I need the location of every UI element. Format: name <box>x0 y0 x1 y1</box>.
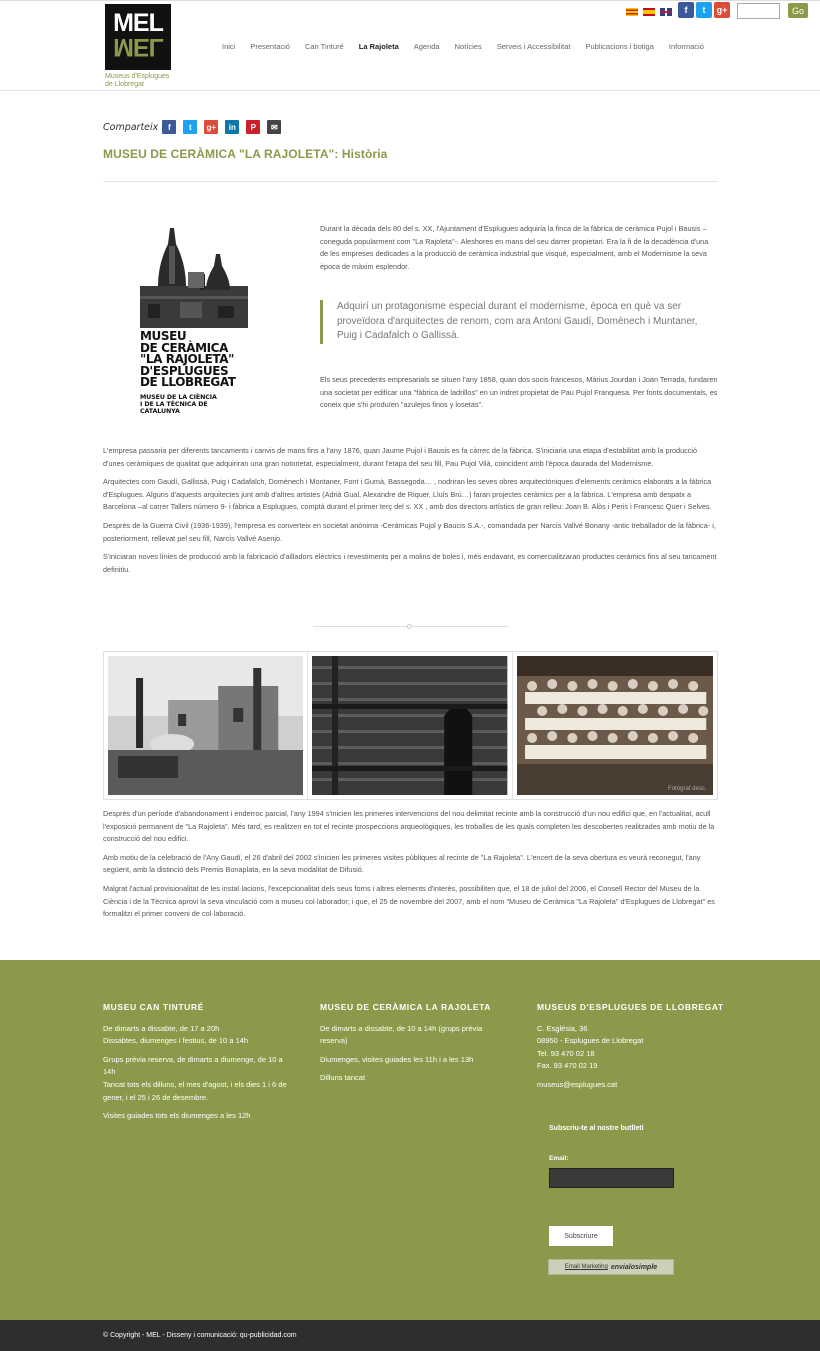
kiln-door-photo[interactable] <box>312 656 507 795</box>
footer-hours: De dimarts a dissabte, de 17 a 20h <box>103 1023 220 1033</box>
nav-item-informacio[interactable]: Informació <box>668 42 704 51</box>
body2-paragraph: Malgrat l'actual provisionalitat de les instal·lacions, l'excepcionalitat dels seus forns i altres elements d'interès, possibiliten que, el 18 de juliol del 2006, el Consell Rector del Museu de la Ciència i de la Tècnica aprovi la seva vinculació com a museu col·laborador; i que, el 25 de novembre del 2007, amb el nom "Museu de Ceràmica "La Rajoleta" d'Esplugues de Llobregat" es formalitzi el primer conveni de col·laboració. <box>103 883 715 919</box>
footer-phone: Tel. 93 470 02 18 <box>537 1048 595 1058</box>
google-plus-icon[interactable]: g+ <box>714 2 730 18</box>
page-title: MUSEU DE CERÀMICA "LA RAJOLETA": Història <box>103 147 388 161</box>
footer-hours: Grups prèvia reserva, de dimarts a diumenge, de 10 a 14h <box>103 1054 283 1077</box>
share-bar <box>103 120 288 134</box>
footer-address: C. Església, 36 <box>537 1023 588 1033</box>
nav-item-noticies[interactable]: Notícies <box>454 42 482 51</box>
body1-paragraph: Arquitectes com Gaudí, Gallissà, Puig i Cadafalch, Domènech i Montaner, Font i Gumà, Bassegoda… , nodriran les seves obres arquitectòniques d'elements ceràmics elaborats a la fàbrica d'Esplugues. Alguns d'aquests arquitectes junt amb d'altres artistes (Adrià Gual, Alexandre de Riquer, Lluís Brú…) faran projectes ceràmics per a la fàbrica. L'empresa amb despatx a Barcelona –al carrer Tallers número 9- i fàbrica a Esplugues, comptà durant el primer terç del s. XX , amb dos directors artístics de gran relleu: Joan B. Alòs i Peris i Francesc Quer i Selves. <box>103 477 712 512</box>
facebook-icon[interactable]: f <box>678 2 694 18</box>
nav-item-can-tinture[interactable]: Can Tinturé <box>304 42 344 51</box>
nav-item-serveis[interactable]: Serveis i Accessibilitat <box>496 42 571 51</box>
language-switcher <box>626 8 672 16</box>
nav-item-agenda[interactable]: Agenda <box>413 42 440 51</box>
logo-text-top: MEL <box>113 9 163 37</box>
body1-paragraph: S'iniciaran noves línies de producció amb la fabricació d'ailladors elèctrics i revestiments per a molins de boles i, més endavant, es comercialitzaran productes ceràmics fins al seu tancament definitiu. <box>103 552 717 574</box>
logo-text-bottom: MEL <box>113 33 163 61</box>
divider-dot-icon <box>407 624 412 629</box>
header-social-links <box>678 2 730 18</box>
body1-paragraph: Després de la Guerra Civil (1936-1939), l'empresa es converteix en societat anònima -Cerámicas Pujol y Baucis S.A.-, comandada per Narcís Vallvé Bonany -antic treballador de la fàbrica- i, posteriorment, rellevat pel seu fill, Narcís Vallvé Asenjo. <box>103 520 716 543</box>
history-body-2 <box>103 808 718 927</box>
gallery-item[interactable] <box>513 652 717 799</box>
nav-item-presentacio[interactable]: Presentació <box>250 42 290 51</box>
footer-email-link[interactable]: museus@esplugues.cat <box>537 1079 618 1089</box>
gallery-item[interactable] <box>308 652 512 799</box>
footer-col-can-tinture <box>103 1001 288 1129</box>
site-logo[interactable] <box>105 4 171 88</box>
copyright-bar: © Copyright - MEL - Disseny i comunicació: qu-publicidad.com <box>0 1320 820 1351</box>
title-divider <box>103 181 718 182</box>
email-marketing-badge[interactable] <box>548 1259 674 1275</box>
main-nav <box>222 42 719 51</box>
photo-credit: Fotògraf desc. <box>667 786 707 792</box>
share-pinterest-icon[interactable]: P <box>246 120 260 134</box>
museum-logo <box>140 224 248 429</box>
photo-gallery <box>103 651 718 800</box>
site-header <box>0 0 820 91</box>
share-email-icon[interactable]: ✉ <box>267 120 281 134</box>
pull-quote: Adquirí un protagonisme especial durant el modernisme, època en què va ser proveïdora d'arquitectes de renom, com ara Antoni Gaudí, Domènech i Muntaner, Puig i Cadafalch o Gallissà. <box>320 300 718 344</box>
flag-spanish-icon[interactable] <box>643 8 655 16</box>
flag-english-icon[interactable] <box>660 8 672 16</box>
footer-hours: Dilluns tancat <box>320 1073 366 1083</box>
museum-logo-name: MUSEU DE CERÀMICA "LA RAJOLETA" D'ESPLUGUES DE LLOBREGAT <box>140 329 236 389</box>
footer-col-title: MUSEUS D'ESPLUGUES DE LLOBREGAT <box>537 1002 724 1012</box>
badge-brand-text: envialosimple <box>610 1263 658 1271</box>
footer-col-contact <box>537 1001 727 1098</box>
body2-paragraph: Amb motiu de la celebració de l'Any Gaudí, el 26 d'abril del 2002 s'inicien les primeres visites públiques al recinte de "La Rajoleta". L'encert de la seva obertura es veurà reconegut, l'any següent, amb la distinció dels Premis Bonaplata, en la seva modalitat de Difusió. <box>103 852 701 875</box>
subscribe-button[interactable]: Subscriure <box>549 1226 613 1246</box>
logo-caption-line2: de Llobregat <box>105 81 144 88</box>
newsletter-email-input[interactable] <box>549 1168 674 1188</box>
body2-paragraph: Després d'un període d'abandonament i enderroc parcial, l'any 1994 s'inicien les primeres intervencions del nou delimitat recinte amb la construcció d'un nou edifici que, en l'actualitat, acull l'exposició permanent de "La Rajoleta". Més tard, es realitzen en tot el recinte prospeccions arqueològiques, les troballes de les quals completen les descobertes realitzades amb motiu de la construcció del nou edifici. <box>103 809 715 844</box>
history-body-1 <box>103 445 718 582</box>
footer-address: 08950 - Esplugues de Llobregat <box>537 1036 644 1046</box>
newsletter-title: Subscriu-te al nostre butlletí <box>549 1125 644 1132</box>
footer-hours: Dissabtes, diumenges i festius, de 10 a 14h <box>103 1036 249 1046</box>
footer-col-la-rajoleta <box>320 1001 510 1091</box>
site-footer <box>0 960 820 1320</box>
precedents-paragraph: Els seus precedents empresarials se situen l'any 1858, quan dos socis francesos, Màrius Jourdan i Joan Terrada, fundaren una societat per edificar una "fàbrica de ladrillos" en un indret propietat de Pau Pujol Franquesa. Per fonts documentals, es coneix que s'hi produïen "azulejos finos y losetas". <box>320 375 718 410</box>
kiln-illustration-icon <box>140 224 248 328</box>
nav-item-publicacions[interactable]: Publicacions i botiga <box>585 42 654 51</box>
footer-hours: Diumenges, visites guiades les 11h i a les 13h <box>320 1054 474 1064</box>
share-facebook-icon[interactable]: f <box>162 120 176 134</box>
share-google-plus-icon[interactable]: g+ <box>204 120 218 134</box>
intro-paragraph: Durant la dècada dels 80 del s. XX, l'Ajuntament d'Esplugues adquiria la finca de la fàbrica de ceràmica Pujol i Bausis –coneguda popularment com "La Rajoleta"-. Aleshores en mans del seu darrer propietari. Era la fi de la decadència d'una de les empreses dedicades a la producció de ceràmica industrial que visqué, especialment, amb el Modernisme la seva època de màxim esplendor. <box>320 224 709 271</box>
twitter-icon[interactable]: t <box>696 2 712 18</box>
badge-left-text: Email Marketing <box>564 1264 608 1270</box>
footer-col-title: MUSEU DE CERÀMICA LA RAJOLETA <box>320 1002 492 1012</box>
factory-exterior-photo[interactable] <box>108 656 303 795</box>
logo-mark <box>105 4 171 70</box>
search-button[interactable]: Go <box>788 3 808 18</box>
flag-catalan-icon[interactable] <box>626 8 638 16</box>
share-twitter-icon[interactable]: t <box>183 120 197 134</box>
nav-item-la-rajoleta[interactable]: La Rajoleta <box>358 42 399 51</box>
footer-col-title: MUSEU CAN TINTURÉ <box>103 1002 204 1012</box>
footer-hours: Visites guiades tots els diumenges a les 12h <box>103 1111 251 1121</box>
logo-caption-line1: Museus d'Esplugues <box>105 73 170 80</box>
share-label: Comparteix <box>103 121 159 133</box>
newsletter-email-label: Email: <box>549 1155 569 1162</box>
footer-hours: Tancat tots els dilluns, el mes d'agost, i els dies 1 i 6 de gener, i el 25 i 26 de desembre. <box>103 1079 287 1102</box>
museum-logo-subtitle: MUSEU DE LA CIÈNCIA I DE LA TÈCNICA DE CATALUNYA <box>140 393 217 415</box>
share-linkedin-icon[interactable]: in <box>225 120 239 134</box>
workers-group-photo[interactable] <box>517 656 713 795</box>
gallery-item[interactable] <box>104 652 308 799</box>
footer-fax: Fax. 93 470 02 19 <box>537 1061 598 1071</box>
footer-hours: De dimarts a dissabte, de 10 a 14h (grups prèvia reserva) <box>320 1023 483 1046</box>
nav-item-inici[interactable]: Inici <box>222 42 236 51</box>
search-input[interactable] <box>737 3 780 19</box>
body1-paragraph: L'empresa passaria per diferents tancaments i canvis de mans fins a l'any 1876, quan Jaume Pujol i Bausis es fa càrrec de la fàbrica. S'iniciaria una etapa d'estabilitat amb la producció d'unes ceràmiques de qualitat que adquiriran una gran notorietat, especialment, durant l'etapa del seu fill, Pau Pujol Vilà, coincident amb l'època daurada del Modernisme. <box>103 446 698 468</box>
